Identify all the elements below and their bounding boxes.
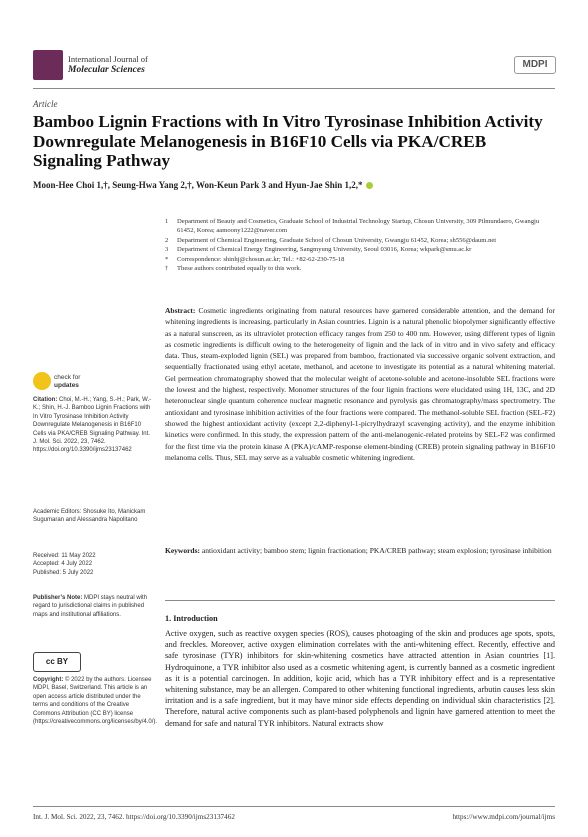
journal-name	[68, 54, 148, 76]
article-type: Article	[33, 99, 58, 109]
accepted-date: Accepted: 4 July 2022	[33, 561, 93, 568]
journal-line2: Molecular Sciences	[68, 65, 145, 75]
keywords-label: Keywords:	[165, 546, 200, 555]
citation-text: Choi, M.-H.; Yang, S.-H.; Park, W.-K.; Shin, H.-J. Bamboo Lignin Fractions with In Vitro Tyrosinase Inhibition Activity Downregulate Melanogenesis in B16F10 Cells via PKA/CREB Signaling Pathway. Int. J. Mol. Sci. 2022, 23, 7462. https://doi.org/10.3390/ijms23137462	[33, 397, 152, 454]
check-updates-line2: updates	[54, 381, 79, 389]
copyright-block	[33, 676, 158, 726]
affiliation-text: Correspondence: shinhj@chosun.ac.kr; Tel.: +82-62-230-75-18	[177, 255, 345, 263]
copyright-text: © 2022 by the authors. Licensee MDPI, Basel, Switzerland. This article is an open access article distributed under the terms and conditions of the Creative Commons Attribution (CC BY) license (https://creativecommons.org/licenses/by/4.0/).	[33, 677, 158, 726]
affiliation-mark: *	[165, 255, 169, 263]
affiliation-text: These authors contributed equally to this work.	[177, 265, 302, 273]
keywords-text: antioxidant activity; bamboo stem; lignin fractionation; PKA/CREB pathway; steam explosion; tyrosinase inhibition	[201, 546, 552, 555]
publisher-note	[33, 594, 153, 619]
affiliation-mark: 3	[165, 246, 169, 254]
academic-editors: Academic Editors: Shosuke Ito, Manickam Sugumaran and Alessandra Napolitano	[33, 509, 146, 524]
copyright-label: Copyright:	[33, 677, 64, 683]
affiliation-mark: †	[165, 265, 169, 273]
dates-block	[33, 552, 153, 577]
affiliations	[165, 217, 555, 273]
publisher-note-text: MDPI stays neutral with regard to jurisdictional claims in published maps and institutional affiliations.	[33, 595, 148, 618]
abstract-text: Cosmetic ingredients originating from natural resources have garnered considerable attention, and the demand for whitening ingredients is increasing, particularly in Asian countries. Lignin is a natural phenolic biopolymer significantly effective as a natural sunscreen, as its ultraviolet protection efficacy ranges from 250 to 400 nm. However, using different types of lignin as cosmetic ingredients is difficult owing to the heterogeneity of lignin and the lack of in vitro and in vivo safety and efficacy data. Thus, steam-exploded lignin (SEL) was prepared from bamboo, fractionated via successive organic solvent extraction, and sequentially fractionated using ethyl acetate, methanol, and acetone to investigate its potential as a natural whitening material. Gel permeation chromatography showed that the molecular weight of acetone-soluble and acetone-insoluble SEL fractions were the lowest and the highest, respectively. Monomer structures of the four lignin fractions were elucidated using 1H, 13C, and 2D heteronuclear single quantum coherence nuclear magnetic resonance and pyrolysis gas chromatography/mass spectrometry. The antioxidant and tyrosinase inhibition activities of the four fractions were compared. The methanol-soluble SEL fraction (SEL-F2) showed the highest antioxidant activity (except 2,2-diphenyl-1-picrylhydrazyl scavenging activity), and the enzyme inhibition kinetics were confirmed. In this study, the expression pattern of the anti-melanogenic-related proteins by SEL-F2 was confirmed for the first time via the protein kinase A (PKA)/cAMP-response element-binding (CREB) protein signaling pathway in B16F10 melanoma cells. Thus, SEL may serve as a valuable cosmetic whitening ingredient.	[165, 306, 556, 462]
received-date: Received: 11 May 2022	[33, 553, 96, 559]
abstract-label: Abstract:	[165, 306, 196, 315]
affiliation-mark: 1	[165, 218, 169, 225]
affiliation-item	[165, 264, 555, 273]
abstract	[165, 305, 555, 463]
keywords	[165, 545, 555, 556]
publisher-note-label: Publisher’s Note:	[33, 595, 83, 601]
section-heading-introduction: 1. Introduction	[165, 614, 218, 623]
mdpi-logo: MDPI	[514, 56, 556, 74]
journal-logo-icon	[33, 50, 63, 80]
affiliation-item	[165, 255, 555, 264]
affiliation-mark: 2	[165, 236, 169, 244]
affiliation-text: Department of Chemical Energy Engineering, Sangmyung University, Seoul 03016, Korea; wkpark@smu.ac.kr	[177, 246, 472, 254]
footer-journal-url[interactable]: https://www.mdpi.com/journal/ijms	[452, 813, 555, 821]
check-updates-icon[interactable]	[33, 372, 51, 390]
journal-line1: International Journal of	[68, 54, 148, 64]
citation-label: Citation:	[33, 397, 58, 403]
authors-text: Moon-Hee Choi 1,†, Seung-Hwa Yang 2,†, Won-Keun Park 3 and Hyun-Jae Shin 1,2,*	[33, 180, 363, 190]
citation-block	[33, 396, 153, 455]
cc-by-license-icon[interactable]: cc BY	[33, 652, 81, 672]
affiliation-text: Department of Chemical Engineering, Graduate School of Chosun University, Gwangju 61452, Korea; sh556@daum.net	[177, 236, 497, 244]
header-divider	[33, 88, 555, 89]
affiliation-item	[165, 236, 555, 245]
footer-divider	[33, 806, 555, 807]
affiliation-item	[165, 217, 555, 236]
published-date: Published: 5 July 2022	[33, 569, 94, 576]
affiliation-text: Department of Beauty and Cosmetics, Graduate School of Industrial Technology Startup, Chosun University, 309 Pilmundaero, Gwangju 61452, Korea; aamoony1222@naver.com	[177, 218, 540, 235]
author-list	[33, 180, 553, 190]
paper-title: Bamboo Lignin Fractions with In Vitro Tyrosinase Inhibition Activity Downregulate Melanogenesis in B16F10 Cells via PKA/CREB Signaling Pathway	[33, 112, 543, 170]
affiliation-item	[165, 245, 555, 254]
section-divider	[165, 600, 555, 601]
orcid-icon[interactable]	[366, 182, 373, 189]
introduction-text: Active oxygen, such as reactive oxygen species (ROS), causes photoaging of the skin and produces age spots, spots, and freckles. Moreover, active oxygen elimination correlates with the anti-whitening effect. Recently, effective and safe tyrosinase (TYR) inhibitors for skin-whitening cosmetics have attracted attention in Asian countries [1]. Hydroquinone, a TYR inhibitor also used as a cosmetic whitening agent, is currently banned as a cosmetic ingredient as it is a potential carcinogen. In addition, kojic acid, which has a TYR inhibitory effect and is a representative whitening substance, may be an allergen. Compared to other whitening functional ingredients, arbutin causes less skin irritation and is a safe ingredient, but it may have minor side effects depending on individual skin characteristics [2]. Therefore, natural active components such as plant-based polyphenols and lignin have garnered attention to meet the demand for safe and natural TYR inhibitors. Natural extracts show	[165, 629, 555, 728]
check-updates-label[interactable]	[54, 374, 80, 389]
check-updates-line1: check for	[54, 374, 81, 381]
page-footer	[33, 813, 555, 821]
footer-citation[interactable]: Int. J. Mol. Sci. 2022, 23, 7462. https://doi.org/10.3390/ijms23137462	[33, 813, 235, 821]
